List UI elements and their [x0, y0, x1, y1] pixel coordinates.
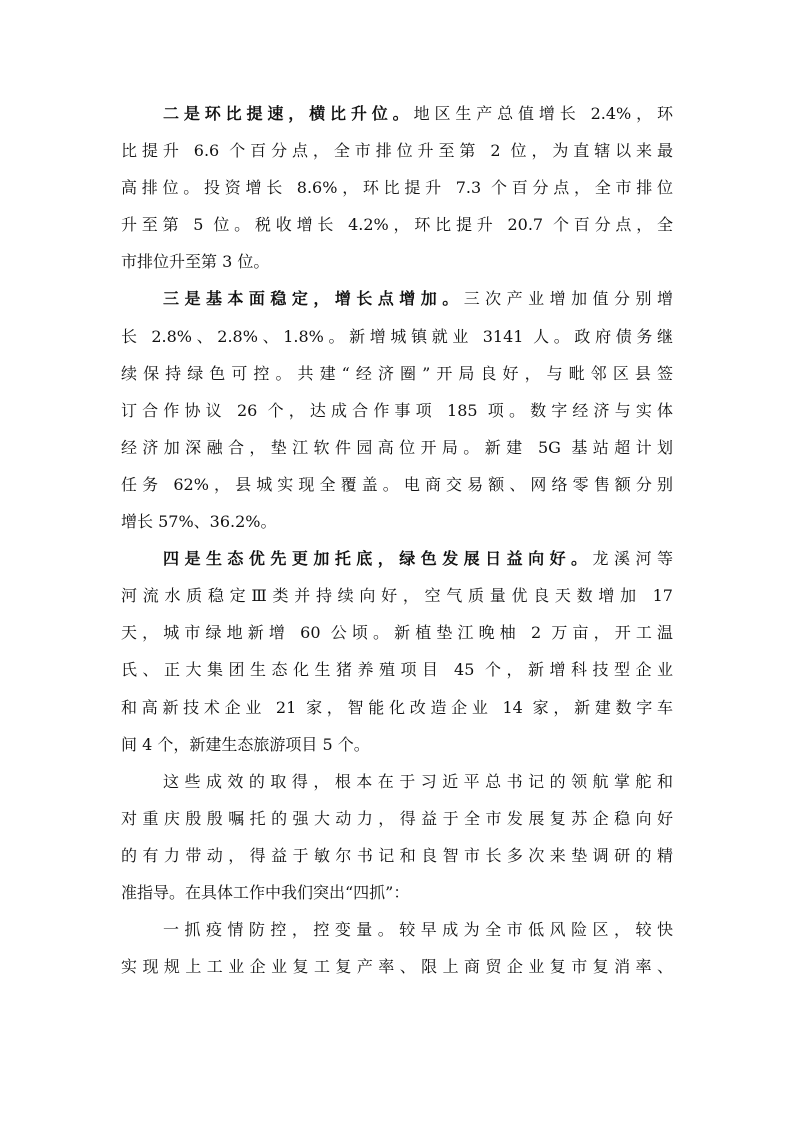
text-line: 河流水质稳定Ⅲ类并持续向好，空气质量优良天数增加 17 [121, 586, 673, 606]
text-line: 实现规上工业企业复工复产率、限上商贸企业复市复消率、 [121, 957, 673, 977]
document-page [121, 101, 673, 991]
paragraph-fundamentals [121, 286, 673, 546]
text-line: 这些成效的取得，根本在于习近平总书记的领航掌舵和 [163, 771, 673, 791]
text-span: 三次产业增加值分别增 [463, 289, 673, 309]
text-line: 对重庆殷殷嘱托的强大动力，得益于全市发展复苏企稳向好 [121, 808, 673, 828]
text-line: 的有力带动，得益于敏尔书记和良智市长多次来垫调研的精 [121, 845, 673, 865]
text-line: 间 4 个，新建生态旅游项目 5 个。 [121, 734, 370, 754]
text-line: 升至第 5 位。税收增长 4.2%，环比提升 20.7 个百分点，全 [121, 215, 673, 235]
text-line: 准指导。在具体工作中我们突出“四抓”： [121, 882, 410, 902]
text-span: 龙溪河等 [592, 549, 673, 569]
text-line: 长 2.8%、2.8%、1.8%。新增城镇就业 3141 人。政府债务继 [121, 326, 673, 346]
text-line [121, 286, 673, 323]
paragraph-achievements-summary [121, 769, 673, 917]
text-line: 续保持绿色可控。共建“经济圈”开局良好，与毗邻区县签 [121, 363, 673, 383]
text-line: 高排位。投资增长 8.6%，环比提升 7.3 个百分点，全市排位 [121, 178, 673, 198]
text-line: 经济加深融合，垫江软件园高位开局。新建 5G 基站超计划 [121, 437, 673, 457]
text-line: 氏、正大集团生态化生猪养殖项目 45 个，新增科技型企业 [121, 660, 673, 680]
text-line: 市排位升至第 3 位。 [121, 252, 270, 272]
paragraph-lead: 二是环比提速，横比升位。 [163, 104, 414, 123]
paragraph-ecology [121, 546, 673, 769]
text-line: 任务 62%，县城实现全覆盖。电商交易额、网络零售额分别 [121, 474, 673, 494]
text-line [121, 546, 673, 583]
paragraph-lead: 三是基本面稳定，增长点增加。 [163, 289, 464, 309]
text-line: 天，城市绿地新增 60 公顷。新植垫江晚柚 2 万亩，开工温 [121, 623, 673, 643]
text-line: 和高新技术企业 21 家，智能化改造企业 14 家，新建数字车 [121, 697, 673, 717]
text-line: 增长 57%、36.2%。 [121, 512, 277, 532]
text-line [121, 101, 673, 138]
text-line: 一抓疫情防控，控变量。较早成为全市低风险区，较快 [163, 920, 673, 940]
text-line: 订合作协议 26 个，达成合作事项 185 项。数字经济与实体 [121, 400, 673, 420]
text-span: 地区生产总值增长 2.4%，环 [413, 104, 673, 123]
paragraph-epidemic-control [121, 917, 673, 991]
paragraph-growth-ranking [121, 101, 673, 286]
text-line: 比提升 6.6 个百分点，全市排位升至第 2 位，为直辖以来最 [121, 141, 673, 161]
paragraph-lead: 四是生态优先更加托底，绿色发展日益向好。 [163, 549, 593, 569]
